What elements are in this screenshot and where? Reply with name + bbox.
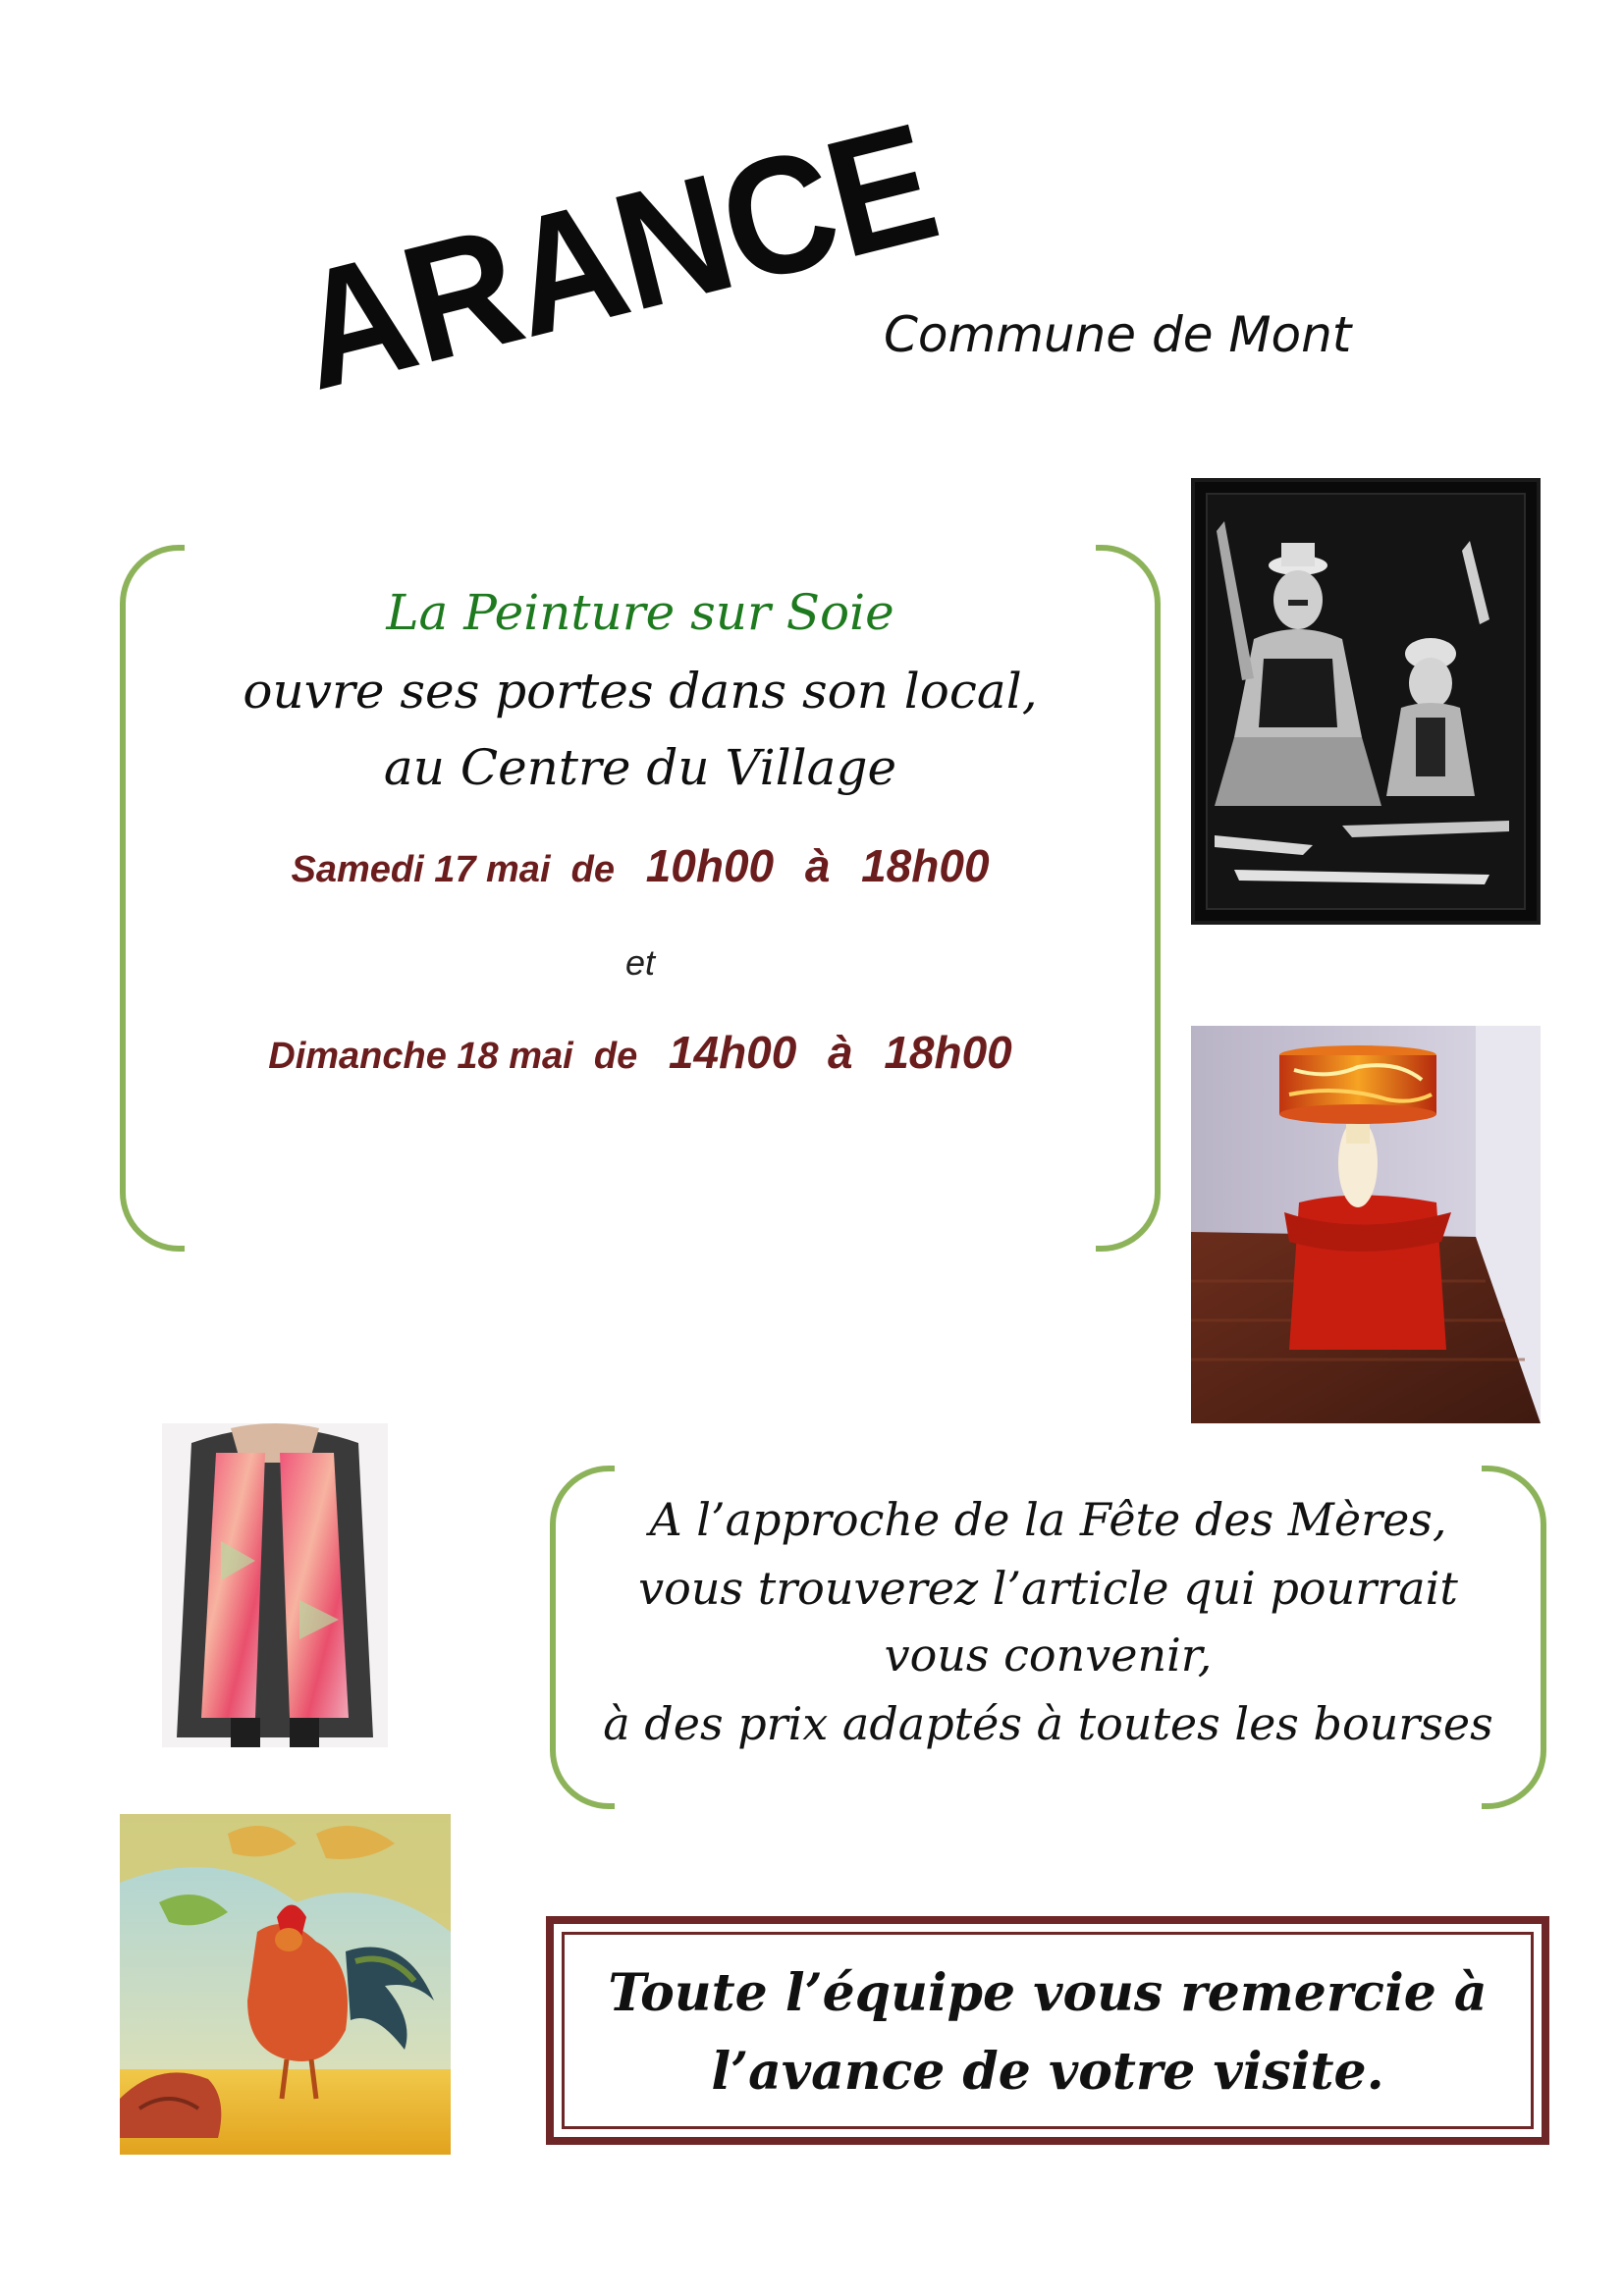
poster-title: ARANCE	[279, 88, 952, 426]
thanks-line-1: Toute l’équipe vous remercie à	[608, 1963, 1488, 2023]
schedule-start: 14h00	[668, 1027, 797, 1078]
schedule-de: de	[570, 849, 615, 890]
schedule-a: à	[804, 840, 831, 891]
thanks-frame	[546, 1916, 1549, 2145]
schedule-day: Dimanche 18 mai	[268, 1036, 573, 1077]
silk-lampshade-photo	[1191, 1026, 1541, 1423]
schedule-sunday	[120, 1026, 1161, 1079]
rooster-silk-painting-photo	[120, 1814, 451, 2155]
right-bracket	[1096, 545, 1161, 1252]
promo-line-2: vous trouverez l’article qui pourrait	[638, 1562, 1458, 1615]
poster-subtitle: Commune de Mont	[884, 306, 1352, 363]
silk-scarf-photo	[162, 1423, 388, 1747]
event-line-2: au Centre du Village	[383, 739, 897, 796]
event-heading: La Peinture sur Soie	[386, 584, 894, 641]
promo-line-4: à des prix adaptés à toutes les bourses	[603, 1697, 1493, 1750]
promo-line-1: A l’approche de la Fête des Mères,	[649, 1493, 1447, 1546]
schedule-day: Samedi 17 mai	[291, 849, 551, 890]
schedule-saturday	[120, 839, 1161, 892]
poster-title-wrapper	[253, 0, 952, 463]
schedule-de: de	[593, 1036, 638, 1077]
event-info-box	[120, 545, 1161, 1252]
promo-line-3: vous convenir,	[884, 1629, 1213, 1682]
schedule-a: à	[828, 1027, 853, 1078]
event-line-1: ouvre ses portes dans son local,	[243, 663, 1038, 720]
schedule-start: 10h00	[645, 840, 775, 891]
schedule-connector: et	[624, 942, 656, 983]
thanks-line-2: l’avance de votre visite.	[711, 2042, 1384, 2102]
promo-box	[550, 1466, 1546, 1809]
schedule-end: 18h00	[884, 1027, 1012, 1078]
schedule-end: 18h00	[861, 840, 990, 891]
framed-silk-painting-photo	[1191, 478, 1541, 925]
left-bracket	[120, 545, 185, 1252]
